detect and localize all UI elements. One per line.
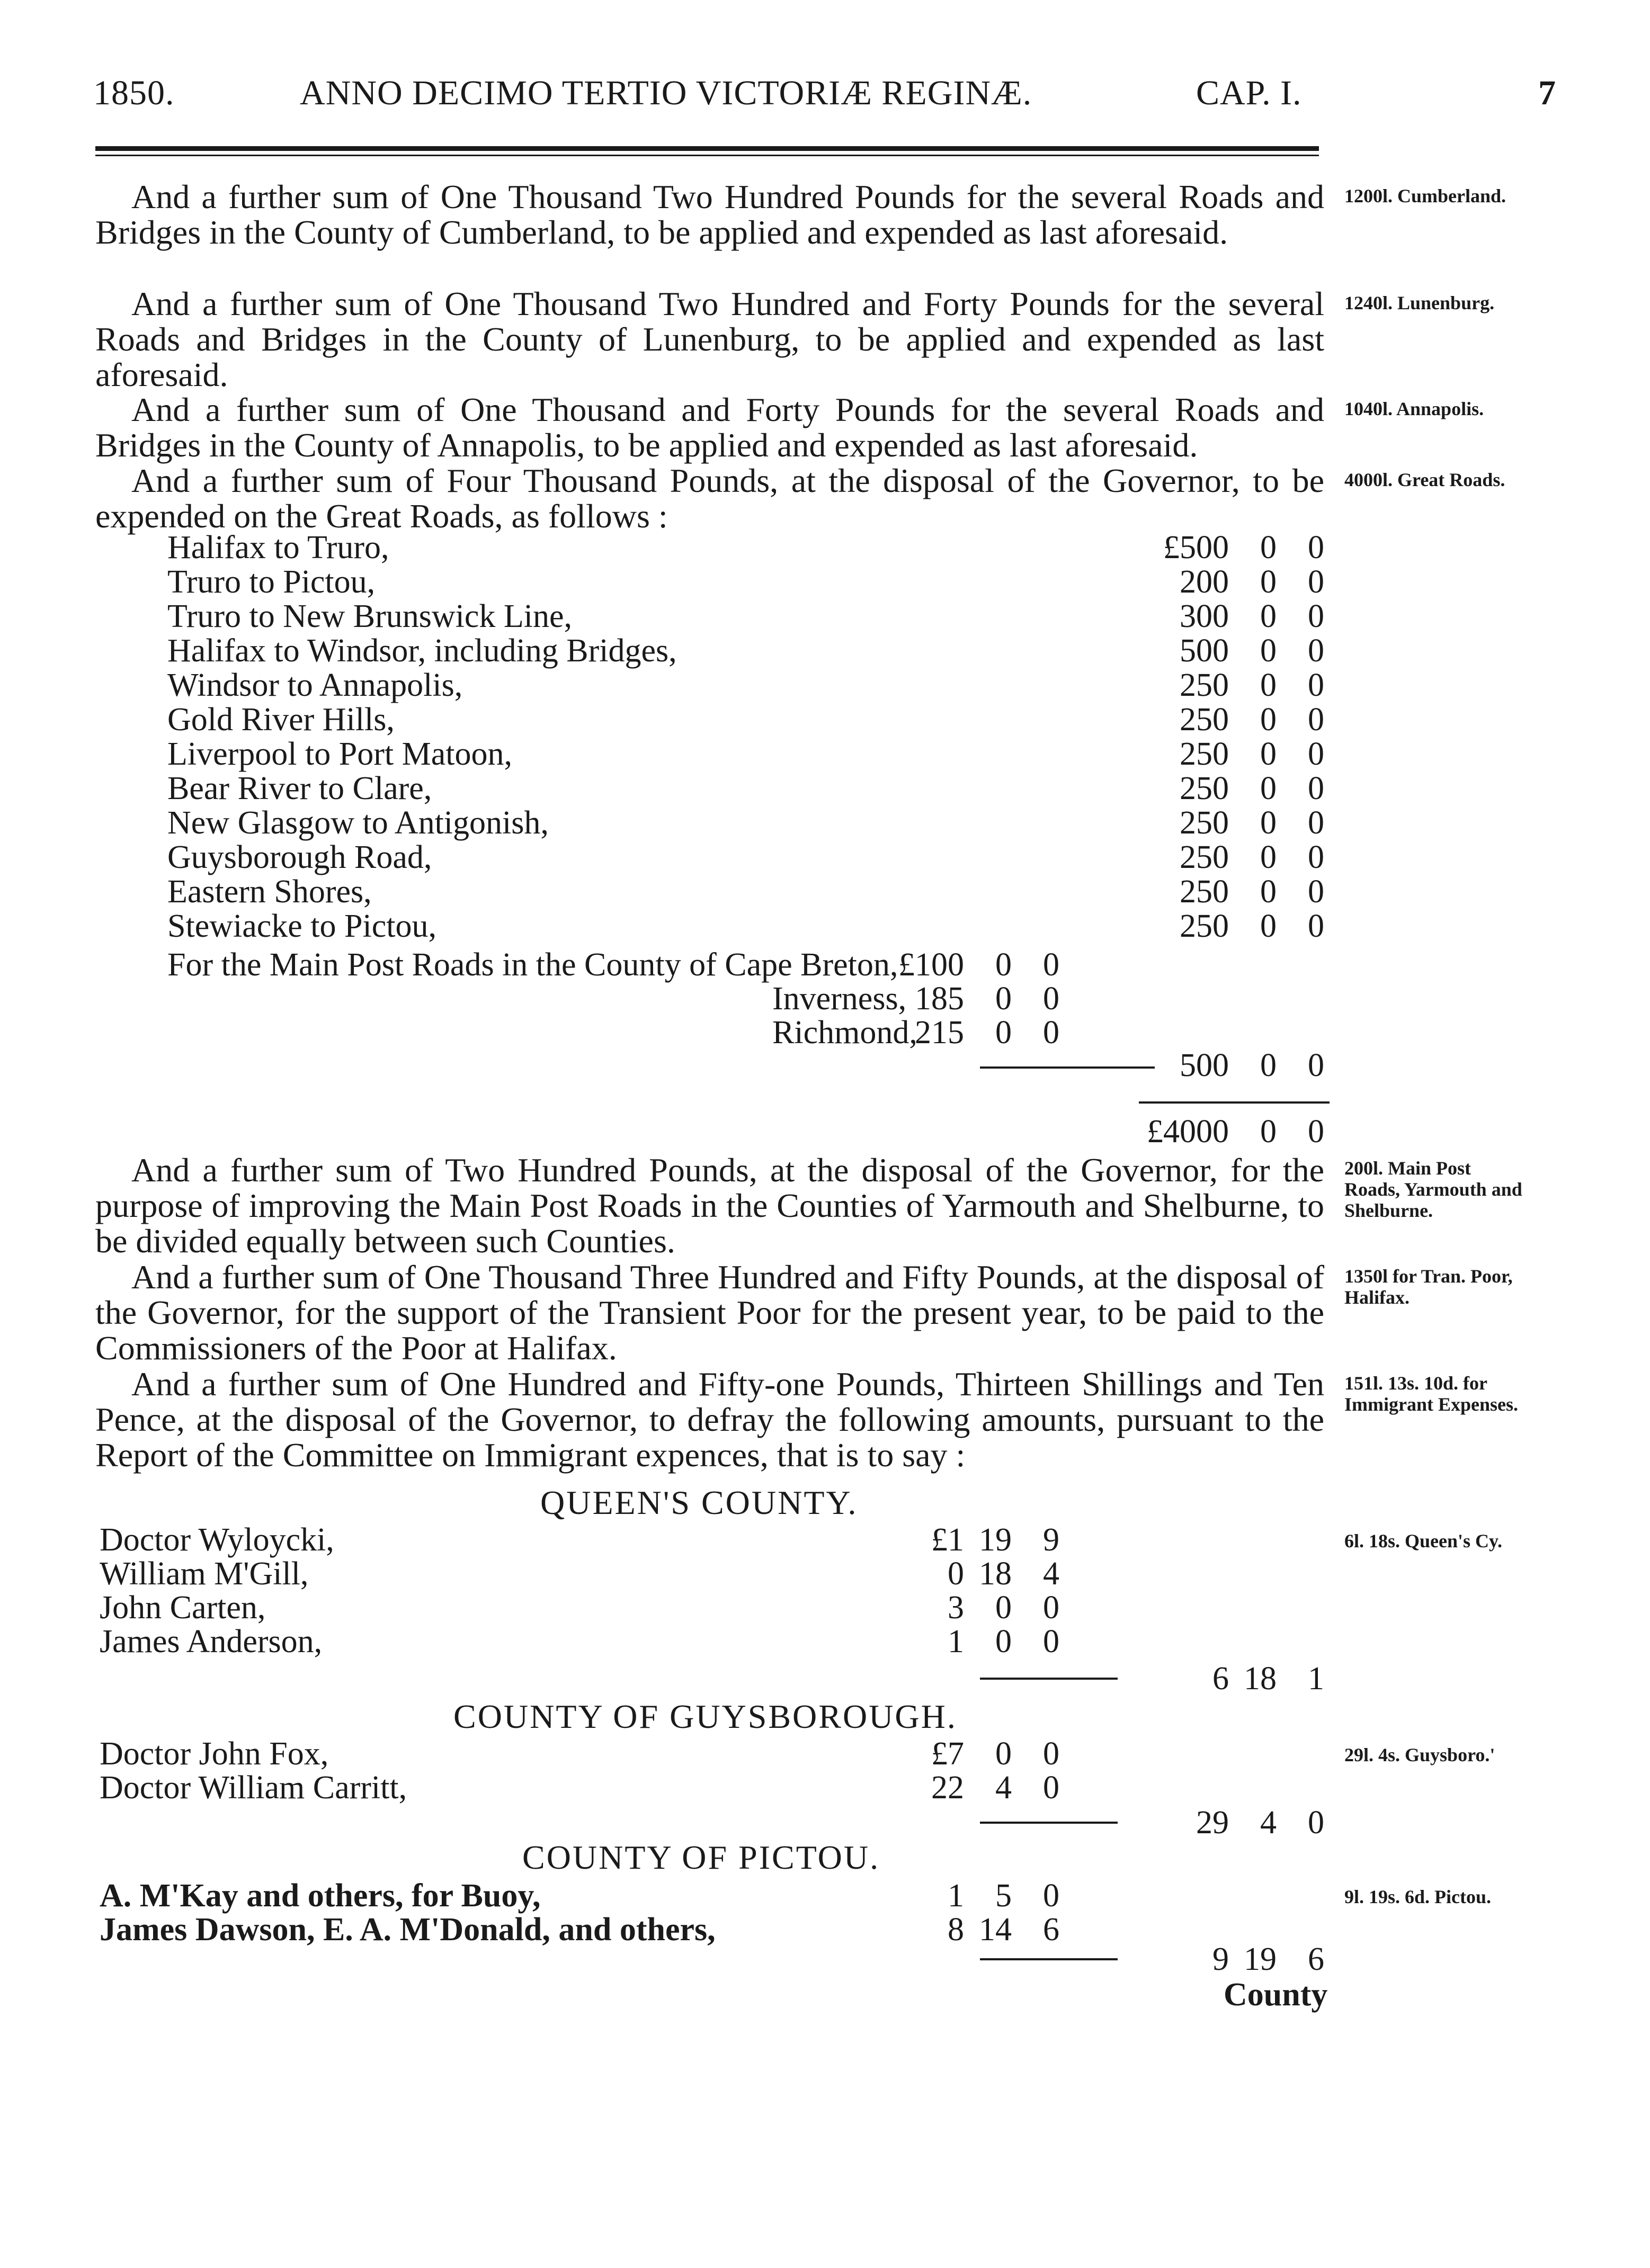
amount-pounds: 185 [915, 981, 964, 1017]
amount-pounds: 215 [915, 1015, 964, 1051]
amount-pounds: 250 [1180, 736, 1229, 772]
amount-pence: 0 [1308, 736, 1324, 772]
amount-pounds: 1 [948, 1624, 964, 1660]
road-amount [1134, 737, 1324, 771]
payee-label: Doctor William Carritt, [100, 1770, 407, 1806]
margin-note-yarmouth-shelburne: 200l. Main Post Roads, Yarmouth and Shelburne. [1344, 1158, 1522, 1221]
amount-pounds: 9 [1212, 1941, 1229, 1977]
amount-shillings: 18 [979, 1556, 1012, 1592]
amount-pence: 0 [1308, 667, 1324, 703]
amount-pounds: 0 [948, 1556, 964, 1592]
amount-shillings: 0 [1260, 702, 1277, 738]
road-amount [1134, 668, 1324, 702]
amount-shillings: 4 [995, 1770, 1012, 1806]
cape-breton-label: For the Main Post Roads in the County of Cape Breton, [167, 947, 898, 983]
amount-pence: 0 [1308, 874, 1324, 910]
amount-shillings: 0 [995, 981, 1012, 1017]
amount-shillings: 0 [1260, 1047, 1277, 1083]
county-subtotal-rule [980, 1958, 1118, 1960]
amount-pounds: 6 [1212, 1661, 1229, 1697]
amount-shillings: 0 [1260, 598, 1277, 634]
amount-pounds: 250 [1180, 770, 1229, 806]
header-title: ANNO DECIMO TERTIO VICTORIÆ REGINÆ. [300, 74, 1032, 112]
amount-pence: 0 [1308, 1114, 1324, 1150]
page-number: 7 [1538, 74, 1556, 112]
road-amount [1134, 565, 1324, 599]
payee-amount [869, 1879, 1059, 1913]
amount-pounds: £4000 [1147, 1114, 1229, 1150]
amount-shillings: 18 [1244, 1661, 1277, 1697]
amount-pence: 0 [1308, 530, 1324, 566]
amount-shillings: 0 [1260, 1114, 1277, 1150]
amount-pounds: 22 [931, 1770, 964, 1806]
paragraph-great-roads: And a further sum of Four Thousand Pounds, at the disposal of the Governor, to be expended on the Great Roads, as follows : [95, 462, 1324, 535]
amount-pence: 0 [1308, 598, 1324, 634]
payee-label: Doctor John Fox, [100, 1736, 329, 1772]
road-label: Liverpool to Port Matoon, [167, 736, 512, 772]
amount-pence: 0 [1308, 805, 1324, 841]
payee-label: John Carten, [100, 1590, 266, 1626]
road-amount [1134, 703, 1324, 737]
amount-shillings: 4 [1260, 1805, 1277, 1841]
road-label: Truro to Pictou, [167, 564, 376, 600]
amount-shillings: 0 [1260, 770, 1277, 806]
road-amount [1134, 840, 1324, 874]
amount-pounds: 300 [1180, 598, 1229, 634]
road-label: Gold River Hills, [167, 702, 395, 738]
amount-pence: 6 [1308, 1941, 1324, 1977]
margin-note-county: 9l. 19s. 6d. Pictou. [1344, 1886, 1492, 1907]
amount-pence: 4 [1043, 1556, 1059, 1592]
road-amount [1134, 909, 1324, 943]
payee-amount [869, 1557, 1059, 1591]
great-roads-total [1134, 1115, 1324, 1149]
amount-shillings: 0 [1260, 839, 1277, 875]
amount-shillings: 0 [1260, 805, 1277, 841]
amount-pounds: 500 [1180, 1047, 1229, 1083]
amount-pence: 0 [1308, 908, 1324, 944]
amount-pounds: £500 [1163, 530, 1229, 566]
county-subtotal-rule [980, 1822, 1118, 1824]
road-label: Halifax to Truro, [167, 530, 389, 566]
margin-note-immigrants: 151l. 13s. 10d. for Immigrant Expenses. [1344, 1373, 1519, 1415]
margin-note-annapolis: 1040l. Annapolis. [1344, 398, 1484, 419]
amount-shillings: 19 [1244, 1941, 1277, 1977]
amount-pounds: 250 [1180, 667, 1229, 703]
amount-pence: 0 [1043, 1590, 1059, 1626]
payee-label: William M'Gill, [100, 1556, 309, 1592]
road-label: Truro to New Brunswick Line, [167, 598, 573, 634]
road-label: Guysborough Road, [167, 839, 432, 875]
amount-pence: 0 [1043, 981, 1059, 1017]
payee-amount [869, 1771, 1059, 1805]
road-amount [1134, 599, 1324, 633]
road-label: Halifax to Windsor, including Bridges, [167, 633, 677, 669]
amount-shillings: 19 [979, 1522, 1012, 1558]
cape-breton-row [0, 948, 1650, 982]
amount-shillings: 0 [1260, 667, 1277, 703]
amount-pounds: 500 [1180, 633, 1229, 669]
county-subtotal-rule [980, 1678, 1118, 1680]
amount-shillings: 0 [1260, 908, 1277, 944]
paragraph-immigrants: And a further sum of One Hundred and Fifty-one Pounds, Thirteen Shillings and Ten Pence, at the disposal of the Governor, to defray the following amounts, pursuant to the Report of the Committee on Immigrant expences, that is to say : [95, 1365, 1324, 1474]
amount-pence: 0 [1308, 702, 1324, 738]
amount-pounds: 250 [1180, 702, 1229, 738]
amount-pence: 0 [1043, 1015, 1059, 1051]
richmond-label: Richmond, [772, 1015, 917, 1051]
amount-pence: 0 [1308, 770, 1324, 806]
amount-pence: 0 [1308, 1047, 1324, 1083]
county-heading: COUNTY OF GUYSBOROUGH. [453, 1698, 957, 1735]
payee-amount [869, 1625, 1059, 1659]
amount-pounds: £7 [931, 1736, 964, 1772]
amount-pounds: 8 [948, 1912, 964, 1948]
road-label: Eastern Shores, [167, 874, 372, 910]
amount-shillings: 0 [1260, 736, 1277, 772]
great-roads-total-row [0, 1115, 1650, 1149]
amount-shillings: 14 [979, 1912, 1012, 1948]
payee-amount [869, 1913, 1059, 1947]
amount-shillings: 0 [995, 1590, 1012, 1626]
amount-pence: 1 [1308, 1661, 1324, 1697]
amount-pounds: 1 [948, 1878, 964, 1914]
amount-shillings: 0 [1260, 530, 1277, 566]
amount-pence: 0 [1308, 839, 1324, 875]
header-year: 1850. [93, 74, 175, 112]
road-label: New Glasgow to Antigonish, [167, 805, 549, 841]
inverness-label: Inverness, [772, 981, 907, 1017]
road-amount [1134, 875, 1324, 909]
amount-shillings: 0 [995, 947, 1012, 983]
county-heading: QUEEN'S COUNTY. [540, 1484, 858, 1521]
road-amount [1134, 634, 1324, 668]
inverness-amount [869, 982, 1059, 1016]
paragraph-cumberland: And a further sum of One Thousand Two Hundred Pounds for the several Roads and Bridges in the County of Cumberland, to be applied and expended as last aforesaid. [95, 178, 1324, 251]
amount-shillings: 0 [1260, 874, 1277, 910]
payee-label: A. M'Kay and others, for Buoy, [100, 1878, 541, 1914]
payee-label: James Anderson, [100, 1624, 323, 1660]
margin-note-lunenburg: 1240l. Lunenburg. [1344, 292, 1495, 313]
amount-pence: 0 [1043, 1770, 1059, 1806]
amount-pounds: £100 [898, 947, 964, 983]
payee-label: Doctor Wyloycki, [100, 1522, 334, 1558]
payee-amount [869, 1737, 1059, 1771]
amount-pounds: 250 [1180, 805, 1229, 841]
margin-note-transient-poor: 1350l for Tran. Poor, Halifax. [1344, 1266, 1513, 1308]
great-roads-total-rule [1139, 1101, 1330, 1104]
county-total [1134, 1942, 1324, 1976]
amount-pence: 0 [1043, 1736, 1059, 1772]
amount-pence: 6 [1043, 1912, 1059, 1948]
amount-pence: 0 [1308, 1805, 1324, 1841]
header-rule-thin [95, 155, 1319, 156]
county-heading: COUNTY OF PICTOU. [522, 1839, 880, 1876]
catchword: County [1224, 1977, 1328, 2013]
amount-shillings: 0 [995, 1736, 1012, 1772]
road-label: Bear River to Clare, [167, 770, 432, 806]
amount-shillings: 0 [1260, 633, 1277, 669]
header-rule-thick [95, 146, 1319, 151]
amount-pounds: 250 [1180, 839, 1229, 875]
paragraph-yarmouth-shelburne: And a further sum of Two Hundred Pounds, at the disposal of the Governor, for the purpose of improving the Main Post Roads in the Counties of Yarmouth and Shelburne, to be divided equally between such Counties. [95, 1151, 1324, 1260]
amount-pence: 0 [1043, 1878, 1059, 1914]
cape-breton-subtotal-row [0, 1048, 1650, 1082]
amount-pence: 0 [1043, 1624, 1059, 1660]
road-amount [1134, 531, 1324, 564]
richmond-row [0, 1016, 1650, 1050]
road-label: Windsor to Annapolis, [167, 667, 463, 703]
richmond-amount [869, 1016, 1059, 1050]
margin-note-county: 29l. 4s. Guysboro.' [1344, 1744, 1495, 1765]
amount-shillings: 0 [995, 1015, 1012, 1051]
header-cap: CAP. I. [1196, 74, 1302, 112]
paragraph-transient-poor: And a further sum of One Thousand Three Hundred and Fifty Pounds, at the disposal of the Governor, for the support of the Transient Poor for the present year, to be paid to the Commissioners of the Poor at Halifax. [95, 1258, 1324, 1367]
paragraph-lunenburg: And a further sum of One Thousand Two Hundred and Forty Pounds for the several Roads and Bridges in the County of Lunenburg, to be applied and expended as last aforesaid. [95, 285, 1324, 393]
amount-pounds: 200 [1180, 564, 1229, 600]
county-total [1134, 1662, 1324, 1696]
payee-label: James Dawson, E. A. M'Donald, and others, [100, 1912, 716, 1948]
amount-pounds: 3 [948, 1590, 964, 1626]
cape-breton-subtotal [1134, 1048, 1324, 1082]
amount-pence: 0 [1308, 564, 1324, 600]
amount-pounds: 250 [1180, 908, 1229, 944]
margin-note-great-roads: 4000l. Great Roads. [1344, 469, 1505, 490]
road-label: Stewiacke to Pictou, [167, 908, 436, 944]
amount-pence: 0 [1308, 633, 1324, 669]
cape-breton-amount [869, 948, 1059, 982]
amount-shillings: 0 [1260, 564, 1277, 600]
inverness-row [0, 982, 1650, 1016]
amount-pence: 9 [1043, 1522, 1059, 1558]
county-total [1134, 1806, 1324, 1840]
payee-amount [869, 1523, 1059, 1557]
paragraph-annapolis: And a further sum of One Thousand and Forty Pounds for the several Roads and Bridges in the County of Annapolis, to be applied and expended as last aforesaid. [95, 391, 1324, 464]
amount-pounds: 250 [1180, 874, 1229, 910]
road-amount [1134, 772, 1324, 805]
payee-amount [869, 1591, 1059, 1625]
amount-pounds: £1 [931, 1522, 964, 1558]
amount-pence: 0 [1043, 947, 1059, 983]
amount-shillings: 5 [995, 1878, 1012, 1914]
amount-pounds: 29 [1196, 1805, 1229, 1841]
road-amount [1134, 806, 1324, 840]
margin-note-cumberland: 1200l. Cumberland. [1344, 185, 1506, 207]
amount-shillings: 0 [995, 1624, 1012, 1660]
margin-note-county: 6l. 18s. Queen's Cy. [1344, 1530, 1503, 1552]
